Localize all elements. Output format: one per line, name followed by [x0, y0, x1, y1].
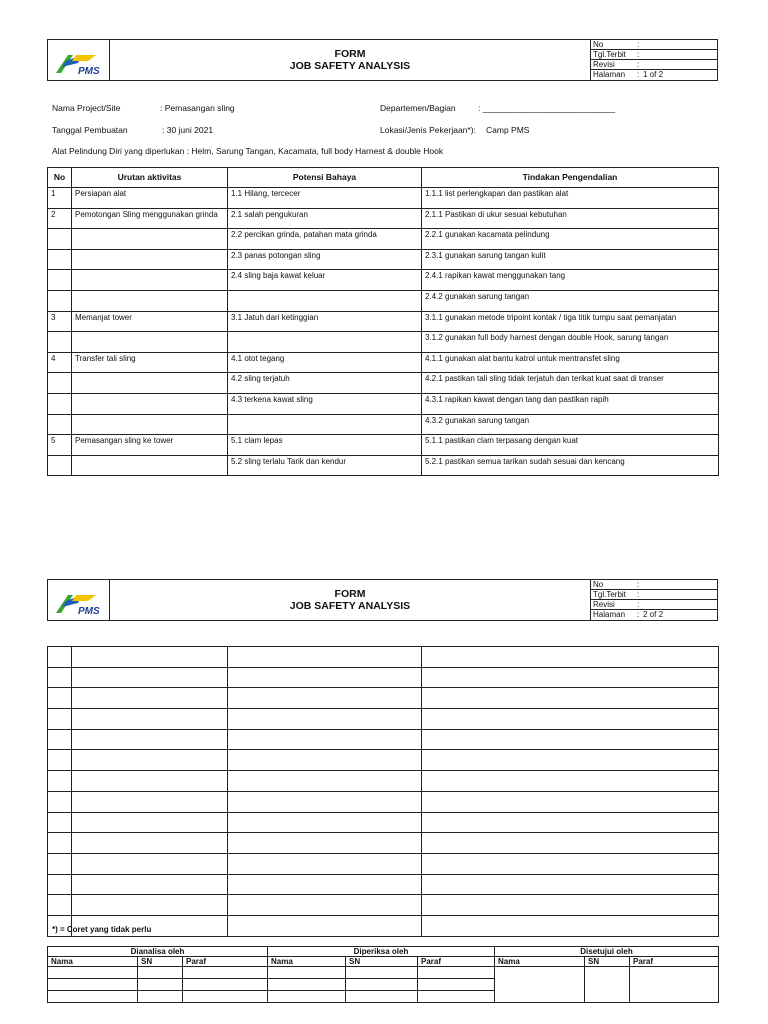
- empty-table-row: [48, 874, 719, 895]
- sig-paraf-cell[interactable]: [183, 979, 268, 991]
- sig-paraf-cell[interactable]: [183, 967, 268, 979]
- svg-text:PMS: PMS: [78, 66, 100, 77]
- table-row: [48, 229, 719, 250]
- cell-no: [48, 393, 72, 414]
- cell-hazard: 4.2 sling terjatuh: [228, 373, 422, 394]
- cell-hazard: 1.1 Hilang, tercecer: [228, 188, 422, 209]
- cell-control[interactable]: [422, 647, 719, 668]
- cell-control: 4.2.1 pastikan tali sling tidak terjatuh dan terikat kuat saat di transer: [422, 373, 719, 394]
- cell-activity[interactable]: [72, 709, 228, 730]
- cell-activity: Pemotongan Sling menggunakan grinda: [72, 208, 228, 229]
- sig-sn-cell[interactable]: [346, 991, 418, 1003]
- cell-hazard: 5.1 clam lepas: [228, 435, 422, 456]
- table-row: [48, 455, 719, 476]
- sig-paraf-header: Paraf: [418, 957, 495, 967]
- empty-table-row: [48, 729, 719, 750]
- apd-line: Alat Pelindung Diri yang diperlukan : Helm, Sarung Tangan, Kacamata, full body Harnest & double Hook: [52, 146, 444, 156]
- logo-cell: [48, 580, 110, 621]
- cell-hazard[interactable]: [228, 895, 422, 916]
- form-title-line1: FORM: [334, 588, 366, 600]
- cell-control[interactable]: [422, 895, 719, 916]
- sig-paraf-cell[interactable]: [630, 967, 719, 1003]
- cell-hazard: 3.1 Jatuh dari ketinggian: [228, 311, 422, 332]
- cell-activity: [72, 373, 228, 394]
- cell-hazard[interactable]: [228, 709, 422, 730]
- cell-hazard[interactable]: [228, 812, 422, 833]
- empty-table-row: [48, 895, 719, 916]
- sig-name-cell[interactable]: [495, 967, 585, 1003]
- cell-control: 2.4.2 gunakan sarung tangan: [422, 290, 719, 311]
- cell-control[interactable]: [422, 915, 719, 936]
- cell-activity: [72, 455, 228, 476]
- jsa-table: [47, 167, 719, 476]
- cell-no[interactable]: [48, 874, 72, 895]
- cell-control: 2.2.1 gunakan kacamata pelindung: [422, 229, 719, 250]
- sig-name-cell[interactable]: [268, 967, 346, 979]
- location-value: Camp PMS: [486, 125, 530, 135]
- cell-hazard[interactable]: [228, 853, 422, 874]
- cell-control[interactable]: [422, 750, 719, 771]
- cell-control[interactable]: [422, 709, 719, 730]
- meta-no: No :: [591, 580, 717, 590]
- sig-name-header: Nama: [48, 957, 138, 967]
- form-title: [110, 580, 591, 621]
- logo-cell: [48, 40, 110, 81]
- empty-table-row: [48, 647, 719, 668]
- cell-no[interactable]: [48, 895, 72, 916]
- cell-hazard: 2.2 percikan grinda, patahan mata grinda: [228, 229, 422, 250]
- cell-no: [48, 290, 72, 311]
- cell-no: 1: [48, 188, 72, 209]
- project-label: Nama Project/Site: [52, 103, 121, 113]
- cell-control[interactable]: [422, 688, 719, 709]
- cell-no: [48, 270, 72, 291]
- empty-table-row: [48, 688, 719, 709]
- cell-hazard[interactable]: [228, 750, 422, 771]
- table-row: [48, 332, 719, 353]
- cell-hazard: 4.3 terkena kawat sling: [228, 393, 422, 414]
- table-row: [48, 352, 719, 373]
- sig-paraf-cell[interactable]: [418, 967, 495, 979]
- form-title-line1: FORM: [334, 48, 366, 60]
- cell-no[interactable]: [48, 791, 72, 812]
- sig-paraf-header: Paraf: [630, 957, 719, 967]
- table-row: [48, 188, 719, 209]
- col-header-activity: Urutan aktivitas: [72, 168, 228, 188]
- cell-control[interactable]: [422, 771, 719, 792]
- cell-hazard[interactable]: [228, 729, 422, 750]
- cell-no[interactable]: [48, 812, 72, 833]
- cell-control: 3.1.2 gunakan full body harnest dengan double Hook, sarung tangan: [422, 332, 719, 353]
- cell-control: 2.3.1 gunakan sarung tangan kulit: [422, 249, 719, 270]
- cell-control: 2.1.1 Pastikan di ukur sesuai kebutuhan: [422, 208, 719, 229]
- cell-activity[interactable]: [72, 791, 228, 812]
- meta-block: [591, 580, 718, 621]
- cell-hazard: 2.4 sling baja kawat keluar: [228, 270, 422, 291]
- cell-hazard: 2.1 salah pengukuran: [228, 208, 422, 229]
- cell-control: 1.1.1 list perlengkapan dan pastikan alat: [422, 188, 719, 209]
- sig-group-analyzed: Dianalisa oleh: [48, 947, 268, 957]
- cell-activity[interactable]: [72, 729, 228, 750]
- meta-tgl-terbit: Tgl.Terbit :: [591, 590, 717, 600]
- cell-no: [48, 229, 72, 250]
- form-header-page1: [47, 39, 718, 79]
- cell-activity[interactable]: [72, 667, 228, 688]
- cell-no[interactable]: [48, 853, 72, 874]
- meta-halaman: Halaman : 2 of 2: [593, 610, 664, 619]
- department-value: : ____________________________: [478, 103, 616, 113]
- cell-hazard[interactable]: [228, 688, 422, 709]
- cell-control: 4.3.2 gunakan sarung tangan: [422, 414, 719, 435]
- sig-sn-cell[interactable]: [346, 967, 418, 979]
- table-row: [48, 270, 719, 291]
- table-row: [48, 311, 719, 332]
- cell-activity[interactable]: [72, 895, 228, 916]
- cell-no[interactable]: [48, 833, 72, 854]
- sig-name-header: Nama: [268, 957, 346, 967]
- cell-activity: [72, 270, 228, 291]
- cell-hazard[interactable]: [228, 667, 422, 688]
- sig-sn-cell[interactable]: [138, 967, 183, 979]
- sig-paraf-header: Paraf: [183, 957, 268, 967]
- empty-table-row: [48, 853, 719, 874]
- sig-group-checked: Diperiksa oleh: [268, 947, 495, 957]
- cell-control: 3.1.1 gunakan metode tripoint kontak / tiga titik tumpu saat pemanjatan: [422, 311, 719, 332]
- cell-activity[interactable]: [72, 853, 228, 874]
- sig-paraf-cell[interactable]: [418, 979, 495, 991]
- cell-control: 4.3.1 rapikan kawat dengan tang dan pastikan rapih: [422, 393, 719, 414]
- col-header-control: Tindakan Pengendalian: [422, 168, 719, 188]
- meta-no: No :: [591, 40, 717, 50]
- cell-control[interactable]: [422, 729, 719, 750]
- cell-hazard: [228, 290, 422, 311]
- cell-activity: [72, 414, 228, 435]
- date-label: Tanggal Pembuatan: [52, 125, 128, 135]
- signature-table: [47, 946, 719, 1003]
- meta-revisi: Revisi :: [591, 600, 717, 610]
- sig-name-cell[interactable]: [48, 979, 138, 991]
- cell-activity[interactable]: [72, 771, 228, 792]
- meta-tgl-terbit: Tgl.Terbit :: [591, 50, 717, 60]
- table-row: [48, 249, 719, 270]
- jsa-table-continued: [47, 646, 719, 937]
- table-row: [48, 435, 719, 456]
- footnote: *) = Coret yang tidak perlu: [52, 925, 152, 934]
- location-label: Lokasi/Jenis Pekerjaan*):: [380, 125, 476, 135]
- cell-hazard[interactable]: [228, 833, 422, 854]
- cell-no: 4: [48, 352, 72, 373]
- cell-control: 4.1.1 gunakan alat bantu katrol untuk mentransfet sling: [422, 352, 719, 373]
- cell-activity: Pemasangan sling ke tower: [72, 435, 228, 456]
- cell-hazard: 4.1 otot tegang: [228, 352, 422, 373]
- meta-halaman: Halaman : 1 of 2: [593, 70, 664, 79]
- sig-sn-cell[interactable]: [585, 967, 630, 1003]
- cell-control[interactable]: [422, 667, 719, 688]
- cell-no: 3: [48, 311, 72, 332]
- cell-no[interactable]: [48, 771, 72, 792]
- cell-activity: [72, 393, 228, 414]
- meta-revisi: Revisi :: [591, 60, 717, 70]
- pms-logo: [48, 41, 108, 79]
- meta-block: [591, 40, 718, 81]
- cell-no[interactable]: [48, 647, 72, 668]
- cell-control: 2.4.1 rapikan kawat menggunakan tang: [422, 270, 719, 291]
- cell-no: [48, 249, 72, 270]
- empty-table-row: [48, 709, 719, 730]
- cell-activity: Persiapan alat: [72, 188, 228, 209]
- cell-control[interactable]: [422, 853, 719, 874]
- cell-control: 5.2.1 pastikan semua tarikan sudah sesuai dan kencang: [422, 455, 719, 476]
- empty-table-row: [48, 833, 719, 854]
- cell-activity[interactable]: [72, 812, 228, 833]
- table-row: [48, 373, 719, 394]
- jsa-header-row: [48, 168, 719, 188]
- cell-activity: Memanjat tower: [72, 311, 228, 332]
- empty-table-row: [48, 750, 719, 771]
- cell-activity: [72, 249, 228, 270]
- sig-sn-cell[interactable]: [138, 991, 183, 1003]
- empty-table-row: [48, 667, 719, 688]
- cell-control[interactable]: [422, 833, 719, 854]
- cell-activity[interactable]: [72, 647, 228, 668]
- cell-no: [48, 332, 72, 353]
- cell-no[interactable]: [48, 750, 72, 771]
- department-label: Departemen/Bagian: [380, 103, 456, 113]
- pms-logo: [48, 581, 108, 619]
- cell-no: [48, 373, 72, 394]
- empty-table-row: [48, 812, 719, 833]
- sig-sn-cell[interactable]: [138, 979, 183, 991]
- cell-control[interactable]: [422, 874, 719, 895]
- cell-hazard: 2.3 panas potongan sling: [228, 249, 422, 270]
- cell-no: 2: [48, 208, 72, 229]
- table-row: [48, 393, 719, 414]
- cell-hazard[interactable]: [228, 771, 422, 792]
- sig-sn-header: SN: [138, 957, 183, 967]
- sig-name-cell[interactable]: [268, 979, 346, 991]
- date-value: : 30 juni 2021: [162, 125, 214, 135]
- sig-name-header: Nama: [495, 957, 585, 967]
- cell-no[interactable]: [48, 688, 72, 709]
- cell-hazard: [228, 332, 422, 353]
- empty-table-row: [48, 771, 719, 792]
- sig-name-cell[interactable]: [48, 967, 138, 979]
- project-value: : Pemasangan sling: [160, 103, 235, 113]
- cell-no[interactable]: [48, 729, 72, 750]
- cell-hazard[interactable]: [228, 791, 422, 812]
- table-row: [48, 290, 719, 311]
- cell-activity: [72, 229, 228, 250]
- cell-no: 5: [48, 435, 72, 456]
- cell-activity[interactable]: [72, 688, 228, 709]
- svg-text:PMS: PMS: [78, 606, 100, 617]
- col-header-hazard: Potensi Bahaya: [228, 168, 422, 188]
- cell-no[interactable]: [48, 709, 72, 730]
- sig-sn-cell[interactable]: [346, 979, 418, 991]
- cell-activity: Transfer tali sling: [72, 352, 228, 373]
- cell-activity: [72, 332, 228, 353]
- sig-group-approved: Disetujui oleh: [495, 947, 719, 957]
- col-header-no: No: [48, 168, 72, 188]
- cell-no: [48, 414, 72, 435]
- form-title: [110, 40, 591, 81]
- table-row: [48, 414, 719, 435]
- cell-activity[interactable]: [72, 833, 228, 854]
- sig-paraf-cell[interactable]: [183, 991, 268, 1003]
- cell-hazard[interactable]: [228, 915, 422, 936]
- sig-paraf-cell[interactable]: [418, 991, 495, 1003]
- cell-no: [48, 455, 72, 476]
- cell-hazard: 5.2 sling terlalu Tarik dan kendur: [228, 455, 422, 476]
- cell-activity[interactable]: [72, 750, 228, 771]
- cell-activity: [72, 290, 228, 311]
- sig-sn-header: SN: [346, 957, 418, 967]
- cell-control: 5.1.1 pastikan clam terpasang dengan kuat: [422, 435, 719, 456]
- empty-table-row: [48, 791, 719, 812]
- table-row: [48, 208, 719, 229]
- sig-name-cell[interactable]: [268, 991, 346, 1003]
- cell-control[interactable]: [422, 812, 719, 833]
- form-title-line2: JOB SAFETY ANALYSIS: [289, 600, 411, 612]
- cell-activity[interactable]: [72, 874, 228, 895]
- form-header-page2: [47, 579, 718, 619]
- cell-control[interactable]: [422, 791, 719, 812]
- sig-sn-header: SN: [585, 957, 630, 967]
- sig-name-cell[interactable]: [48, 991, 138, 1003]
- form-title-line2: JOB SAFETY ANALYSIS: [289, 60, 411, 72]
- cell-hazard: [228, 414, 422, 435]
- sig-row: [48, 967, 719, 979]
- cell-hazard[interactable]: [228, 874, 422, 895]
- cell-hazard[interactable]: [228, 647, 422, 668]
- cell-no[interactable]: [48, 667, 72, 688]
